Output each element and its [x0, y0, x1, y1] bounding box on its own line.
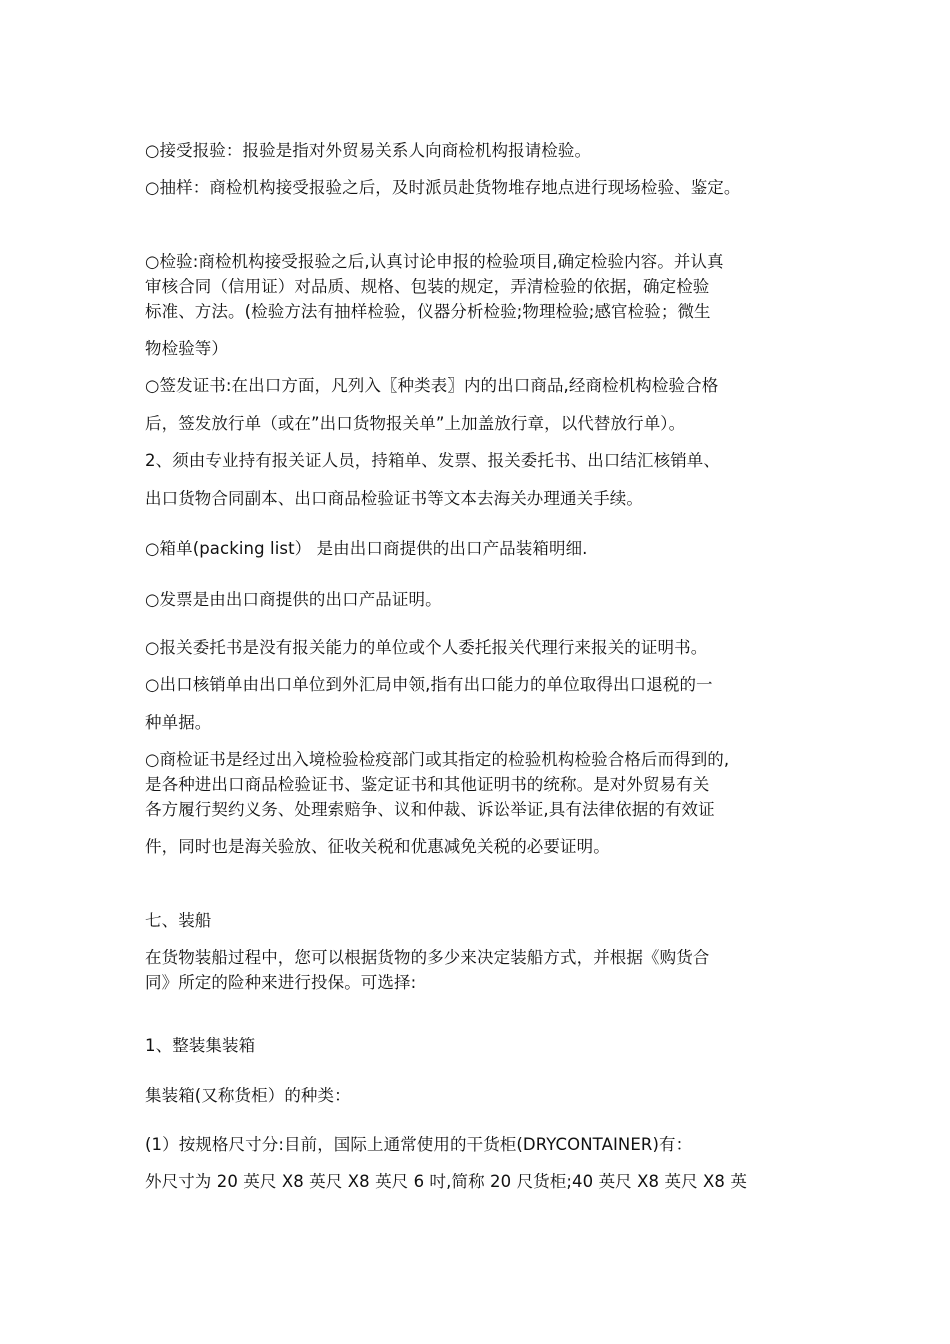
- text-line: 同》所定的险种来进行投保。可选择:: [145, 973, 417, 992]
- text-line: ○发票是由出口商提供的出口产品证明。: [145, 590, 442, 609]
- text-line: ○出口核销单由出口单位到外汇局申领,指有出口能力的单位取得出口退税的一: [145, 675, 713, 694]
- text-line: 各方履行契约义务、处理索赔争、议和仲裁、诉讼举证,具有法律依据的有效证: [145, 800, 715, 819]
- text-line: (1）按规格尺寸分:目前，国际上通常使用的干货柜(DRYCONTAINER)有：: [145, 1135, 693, 1154]
- text-line: ○商检证书是经过出入境检验检疫部门或其指定的检验机构检验合格后而得到的,: [145, 750, 730, 769]
- text-line: 后，签发放行单（或在”出口货物报关单”上加盖放行章，以代替放行单）。: [145, 414, 686, 433]
- text-line: 审核合同（信用证）对品质、规格、包装的规定，弄清检验的依据，确定检验: [145, 277, 710, 296]
- section-heading: 七、装船: [145, 911, 212, 930]
- text-line: ○抽样：商检机构接受报验之后，及时派员赴货物堆存地点进行现场检验、鉴定。: [145, 178, 741, 197]
- text-line: 是各种进出口商品检验证书、鉴定证书和其他证明书的统称。是对外贸易有关: [145, 775, 710, 794]
- text-line: ○签发证书:在出口方面，凡列入〖种类表〗内的出口商品,经商检机构检验合格: [145, 376, 719, 395]
- text-line: 物检验等）: [145, 339, 228, 358]
- text-line: ○箱单(packing list） 是由出口商提供的出口产品装箱明细.: [145, 539, 588, 558]
- text-line: ○报关委托书是没有报关能力的单位或个人委托报关代理行来报关的证明书。: [145, 638, 708, 657]
- text-line: 外尺寸为 20 英尺 X8 英尺 X8 英尺 6 吋,简称 20 尺货柜;40 英尺 X8 英尺 X8 英: [145, 1172, 747, 1191]
- text-line: 件，同时也是海关验放、征收关税和优惠减免关税的必要证明。: [145, 837, 610, 856]
- text-line: ○接受报验：报验是指对外贸易关系人向商检机构报请检验。: [145, 141, 592, 160]
- text-line: 标准、方法。(检验方法有抽样检验，仪器分析检验;物理检验;感官检验；微生: [145, 302, 711, 321]
- text-line: 在货物装船过程中，您可以根据货物的多少来决定装船方式，并根据《购货合: [145, 948, 710, 967]
- text-line: 种单据。: [145, 713, 212, 732]
- text-line: 出口货物合同副本、出口商品检验证书等文本去海关办理通关手续。: [145, 489, 643, 508]
- text-line: ○检验:商检机构接受报验之后,认真讨论申报的检验项目,确定检验内容。并认真: [145, 252, 724, 271]
- text-line: 集装箱(又称货柜）的种类：: [145, 1086, 351, 1105]
- text-line: 2、须由专业持有报关证人员，持箱单、发票、报关委托书、出口结汇核销单、: [145, 451, 720, 470]
- subsection-heading: 1、整装集装箱: [145, 1036, 256, 1055]
